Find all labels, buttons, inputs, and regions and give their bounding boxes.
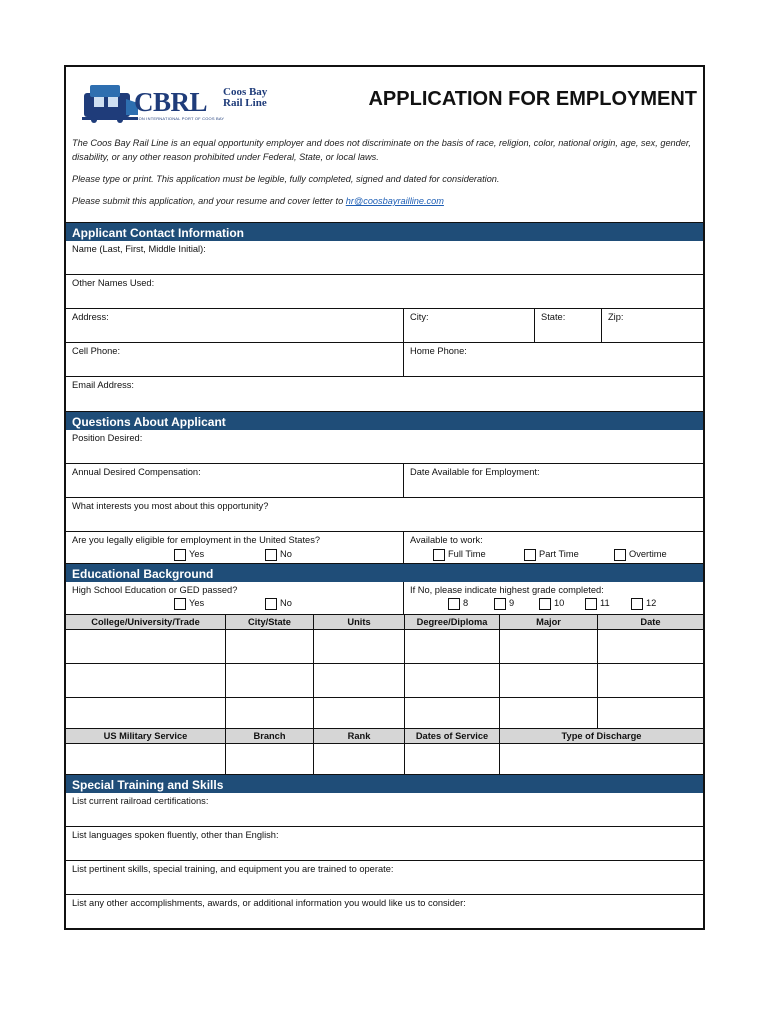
zip-field[interactable]: Zip: — [602, 309, 703, 343]
checkbox-icon[interactable] — [448, 598, 460, 610]
checkbox-icon[interactable] — [265, 598, 277, 610]
checkbox-icon[interactable] — [539, 598, 551, 610]
military-cell[interactable] — [226, 744, 314, 774]
high-school-question: High School Education or GED passed? — [66, 582, 404, 620]
part-time-option[interactable]: Part Time — [524, 548, 579, 561]
checkbox-icon[interactable] — [433, 549, 445, 561]
availability-question: Available to work: — [410, 535, 483, 545]
edu-cell[interactable] — [500, 630, 598, 664]
position-field[interactable]: Position Desired: — [66, 430, 703, 464]
state-field[interactable]: State: — [535, 309, 602, 343]
hr-email-link[interactable]: hr@coosbayrailline.com — [345, 196, 444, 206]
intro-instructions: Please type or print. This application must be legible, fully completed, signed and dated for consideration. — [72, 174, 500, 184]
grade-10-option[interactable]: 10 — [539, 597, 564, 610]
col-major: Major — [500, 614, 598, 630]
section-contact: Applicant Contact Information — [66, 222, 703, 241]
col-dates-service: Dates of Service — [405, 728, 500, 744]
email-field[interactable]: Email Address: — [72, 380, 135, 390]
grade-8-option[interactable]: 8 — [448, 597, 468, 610]
edu-cell[interactable] — [598, 664, 703, 698]
edu-cell[interactable] — [598, 630, 703, 664]
full-time-option[interactable]: Full Time — [433, 548, 486, 561]
col-date: Date — [598, 614, 703, 630]
intro-submit: Please submit this application, and your resume and cover letter to hr@coosbayrailline.com — [72, 196, 444, 206]
address-field[interactable]: Address: — [66, 309, 404, 343]
military-cell[interactable] — [500, 744, 703, 774]
section-education: Educational Background — [66, 563, 703, 582]
checkbox-icon[interactable] — [631, 598, 643, 610]
edu-cell[interactable] — [500, 698, 598, 730]
hs-no-option[interactable]: No — [265, 597, 292, 610]
edu-cell[interactable] — [226, 698, 314, 730]
other-names-field[interactable]: Other Names Used: — [66, 275, 703, 309]
grade-12-option[interactable]: 12 — [631, 597, 656, 610]
eligible-yes-option[interactable]: Yes — [174, 548, 204, 561]
intro-eeo-statement: The Coos Bay Rail Line is an equal opportunity employer and does not discriminate on the basis of race, religion, color, national origin, age, sex, gender, disability, or any other reason prohibited under Federal, State, or local laws. — [72, 138, 691, 162]
eligibility-question: Are you legally eligible for employment in the United States? — [66, 532, 404, 564]
col-college: College/University/Trade — [66, 614, 226, 630]
hs-yes-option[interactable]: Yes — [174, 597, 204, 610]
col-degree: Degree/Diploma — [405, 614, 500, 630]
col-city-state: City/State — [226, 614, 314, 630]
edu-cell[interactable] — [500, 664, 598, 698]
edu-cell[interactable] — [314, 664, 405, 698]
checkbox-icon[interactable] — [614, 549, 626, 561]
checkbox-icon[interactable] — [524, 549, 536, 561]
interests-field[interactable]: What interests you most about this opportunity? — [66, 498, 703, 532]
logo-tagline: OREGON INTERNATIONAL PORT OF COOS BAY — [126, 116, 225, 121]
section-training: Special Training and Skills — [66, 774, 703, 793]
languages-field[interactable]: List languages spoken fluently, other than English: — [66, 827, 703, 861]
edu-cell[interactable] — [66, 630, 226, 664]
cbrl-logo — [82, 77, 272, 127]
other-info-field[interactable]: List any other accomplishments, awards, or additional information you would like us to consider: — [72, 898, 466, 908]
grade-9-option[interactable]: 9 — [494, 597, 514, 610]
col-units: Units — [314, 614, 405, 630]
military-cell[interactable] — [314, 744, 405, 774]
col-discharge: Type of Discharge — [500, 728, 703, 744]
certifications-field[interactable]: List current railroad certifications: — [66, 793, 703, 827]
edu-cell[interactable] — [66, 698, 226, 730]
eligible-no-option[interactable]: No — [265, 548, 292, 561]
cell-phone-field[interactable]: Cell Phone: — [66, 343, 404, 377]
home-phone-field[interactable]: Home Phone: — [404, 343, 703, 377]
col-branch: Branch — [226, 728, 314, 744]
city-field[interactable]: City: — [404, 309, 535, 343]
military-cell[interactable] — [66, 744, 226, 774]
col-military: US Military Service — [66, 728, 226, 744]
edu-cell[interactable] — [405, 664, 500, 698]
checkbox-icon[interactable] — [174, 598, 186, 610]
grade-question: If No, please indicate highest grade completed: — [410, 585, 604, 595]
military-cell[interactable] — [405, 744, 500, 774]
application-form — [64, 65, 705, 930]
logo-name: Coos Bay Rail Line — [223, 86, 268, 109]
edu-cell[interactable] — [66, 664, 226, 698]
edu-cell[interactable] — [405, 630, 500, 664]
col-rank: Rank — [314, 728, 405, 744]
checkbox-icon[interactable] — [265, 549, 277, 561]
skills-field[interactable]: List pertinent skills, special training, and equipment you are trained to operate: — [66, 861, 703, 895]
date-available-field[interactable]: Date Available for Employment: — [404, 464, 703, 498]
checkbox-icon[interactable] — [585, 598, 597, 610]
edu-cell[interactable] — [226, 630, 314, 664]
edu-cell[interactable] — [598, 698, 703, 730]
checkbox-icon[interactable] — [494, 598, 506, 610]
checkbox-icon[interactable] — [174, 549, 186, 561]
logo-acronym: CBRL — [134, 87, 208, 117]
grade-11-option[interactable]: 11 — [585, 597, 610, 610]
section-questions: Questions About Applicant — [66, 411, 703, 430]
edu-cell[interactable] — [314, 630, 405, 664]
edu-cell[interactable] — [405, 698, 500, 730]
edu-cell[interactable] — [226, 664, 314, 698]
name-field[interactable]: Name (Last, First, Middle Initial): — [66, 241, 703, 275]
edu-cell[interactable] — [314, 698, 405, 730]
compensation-field[interactable]: Annual Desired Compensation: — [66, 464, 404, 498]
page-title: APPLICATION FOR EMPLOYMENT — [368, 88, 697, 110]
overtime-option[interactable]: Overtime — [614, 548, 667, 561]
